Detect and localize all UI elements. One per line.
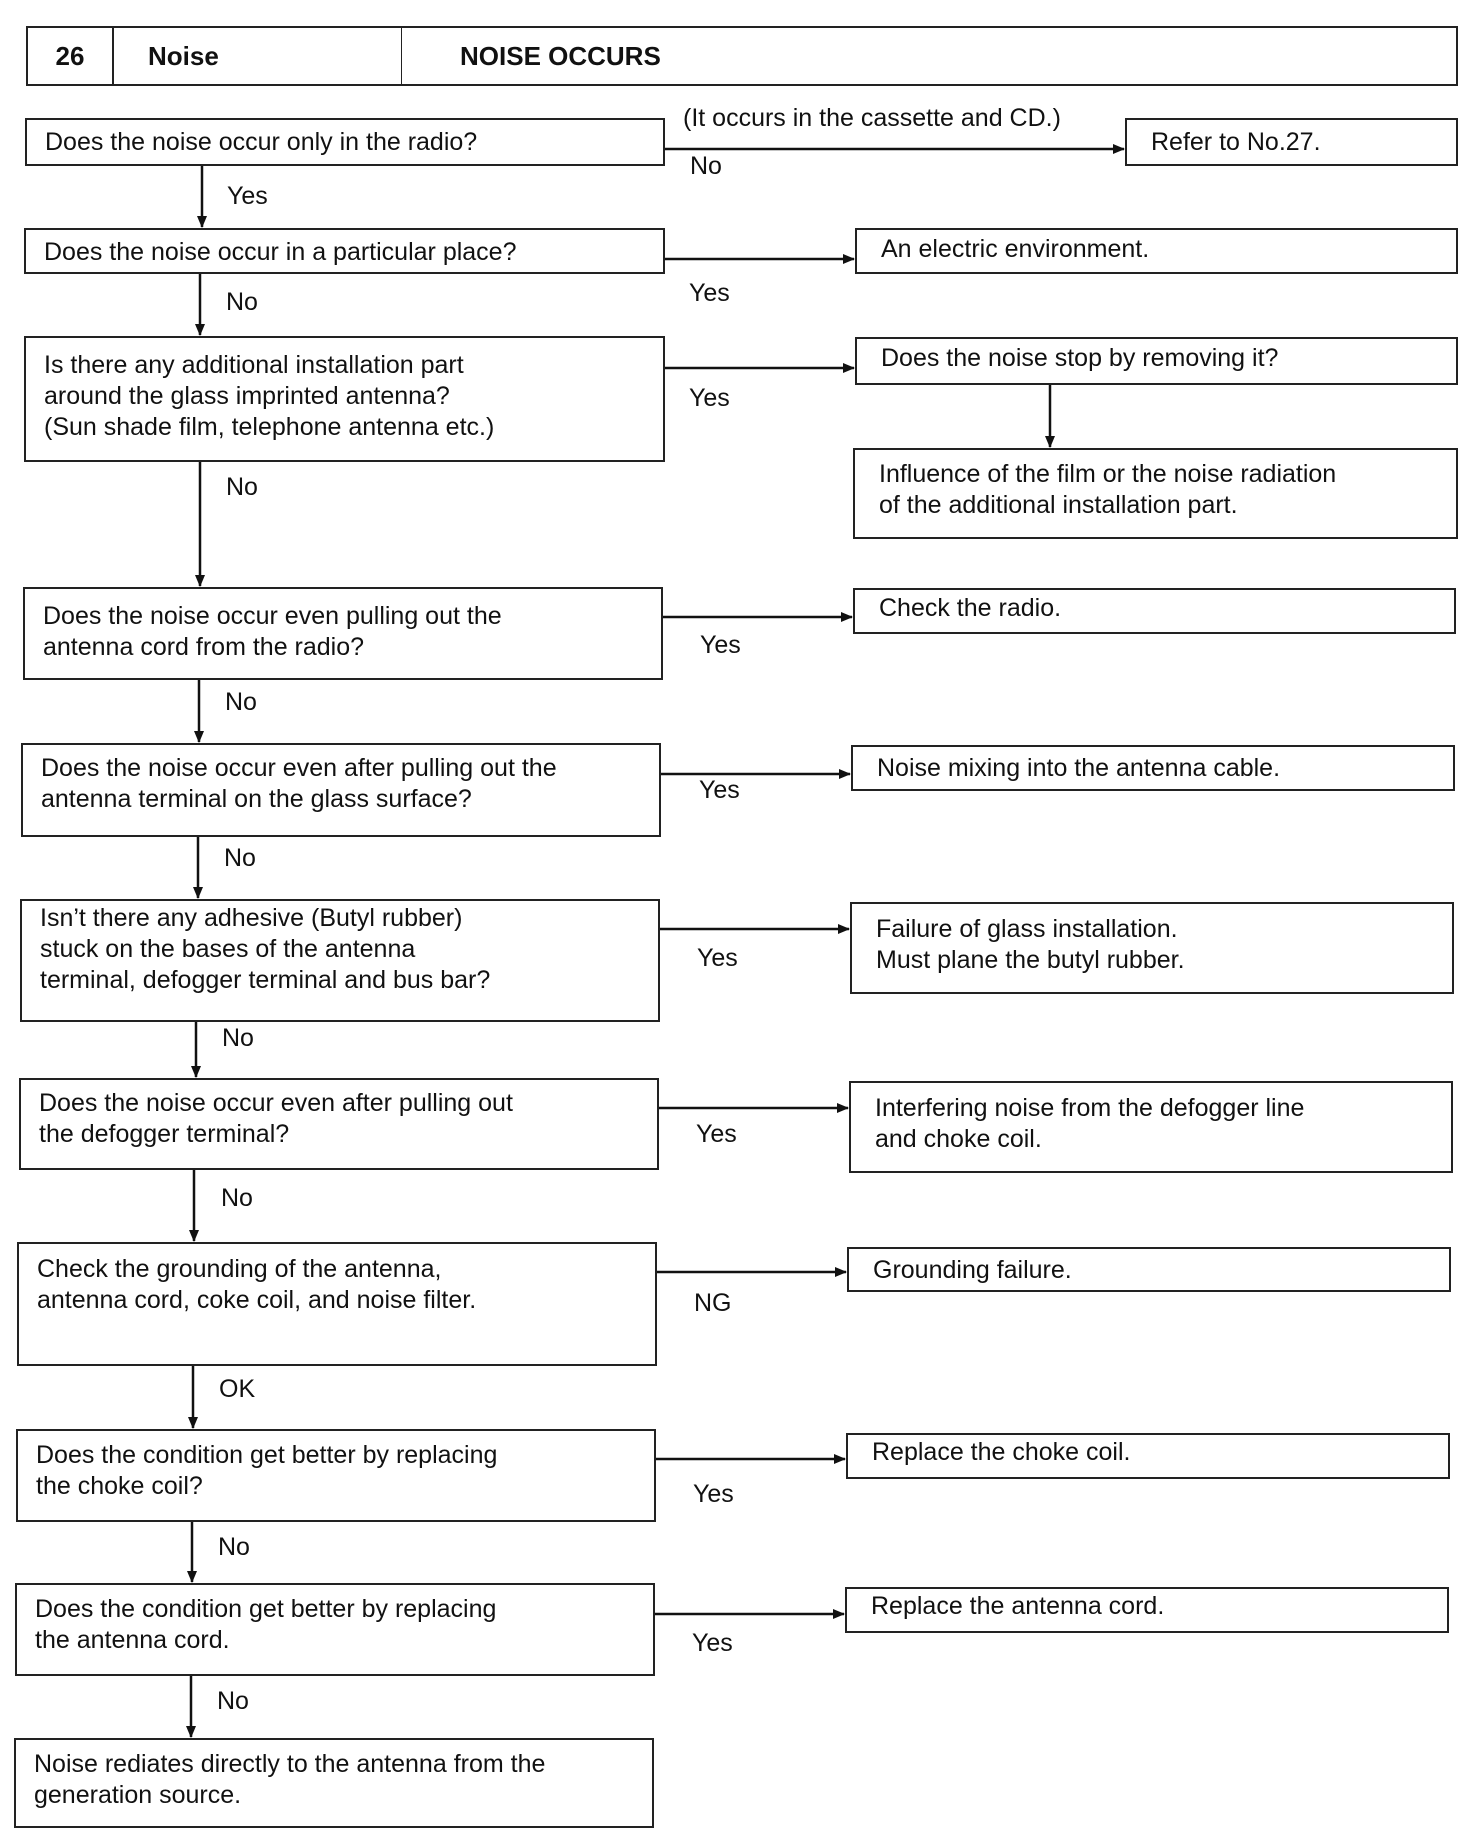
question-check-grounding: Check the grounding of the antenna, antenna cord, coke coil, and noise filter. bbox=[17, 1242, 657, 1366]
question-replace-choke-coil: Does the condition get better by replacing the choke coil? bbox=[16, 1429, 656, 1522]
result-electric-environment: An electric environment. bbox=[855, 228, 1458, 274]
result-noise-mixing: Noise mixing into the antenna cable. bbox=[851, 745, 1455, 791]
label-q1-yes: Yes bbox=[227, 182, 268, 210]
question-stop-by-removing: Does the noise stop by removing it? bbox=[855, 337, 1458, 385]
label-q8-ng: NG bbox=[694, 1289, 732, 1317]
result-influence-of-film: Influence of the film or the noise radiation of the additional installation part. bbox=[853, 448, 1458, 539]
question-only-radio: Does the noise occur only in the radio? bbox=[25, 118, 665, 166]
result-interfering-noise: Interfering noise from the defogger line and choke coil. bbox=[849, 1081, 1453, 1173]
label-q10-no: No bbox=[217, 1687, 249, 1715]
result-noise-radiates: Noise rediates directly to the antenna from the generation source. bbox=[14, 1738, 654, 1828]
result-replace-antenna-cord: Replace the antenna cord. bbox=[845, 1587, 1449, 1633]
section-title: NOISE OCCURS bbox=[460, 40, 661, 71]
label-q4-no: No bbox=[225, 688, 257, 716]
label-q5-no: No bbox=[224, 844, 256, 872]
label-q2-no: No bbox=[226, 288, 258, 316]
question-particular-place: Does the noise occur in a particular place? bbox=[24, 228, 665, 274]
header-bar bbox=[26, 26, 1458, 86]
label-q1-note: (It occurs in the cassette and CD.) bbox=[683, 104, 1061, 132]
result-replace-choke-coil: Replace the choke coil. bbox=[846, 1433, 1450, 1479]
label-q7-no: No bbox=[221, 1184, 253, 1212]
result-grounding-failure: Grounding failure. bbox=[847, 1247, 1451, 1292]
label-q3-yes: Yes bbox=[689, 384, 730, 412]
result-check-radio: Check the radio. bbox=[853, 588, 1456, 634]
label-q3-no: No bbox=[226, 473, 258, 501]
label-q9-yes: Yes bbox=[693, 1480, 734, 1508]
label-q2-yes: Yes bbox=[689, 279, 730, 307]
label-q10-yes: Yes bbox=[692, 1629, 733, 1657]
question-adhesive: Isn’t there any adhesive (Butyl rubber) stuck on the bases of the antenna terminal, defogger terminal and bus bar? bbox=[20, 899, 660, 1022]
section-category: Noise bbox=[114, 28, 402, 84]
label-q7-yes: Yes bbox=[696, 1120, 737, 1148]
question-pull-defogger-terminal: Does the noise occur even after pulling out the defogger terminal? bbox=[19, 1078, 659, 1170]
label-q5-yes: Yes bbox=[699, 776, 740, 804]
label-q4-yes: Yes bbox=[700, 631, 741, 659]
label-q9-no: No bbox=[218, 1533, 250, 1561]
result-refer-27: Refer to No.27. bbox=[1125, 118, 1458, 166]
result-glass-installation-failure: Failure of glass installation. Must plane the butyl rubber. bbox=[850, 902, 1454, 994]
question-replace-antenna-cord: Does the condition get better by replacing the antenna cord. bbox=[15, 1583, 655, 1676]
section-number: 26 bbox=[28, 28, 114, 84]
question-pull-antenna-cord: Does the noise occur even pulling out the antenna cord from the radio? bbox=[23, 587, 663, 680]
question-additional-part: Is there any additional installation part around the glass imprinted antenna? (Sun shade film, telephone antenna etc.) bbox=[24, 336, 665, 462]
label-q8-ok: OK bbox=[219, 1375, 256, 1403]
label-q1-no: No bbox=[690, 152, 722, 180]
label-q6-no: No bbox=[222, 1024, 254, 1052]
label-q6-yes: Yes bbox=[697, 944, 738, 972]
question-pull-antenna-terminal: Does the noise occur even after pulling out the antenna terminal on the glass surface? bbox=[21, 743, 661, 837]
